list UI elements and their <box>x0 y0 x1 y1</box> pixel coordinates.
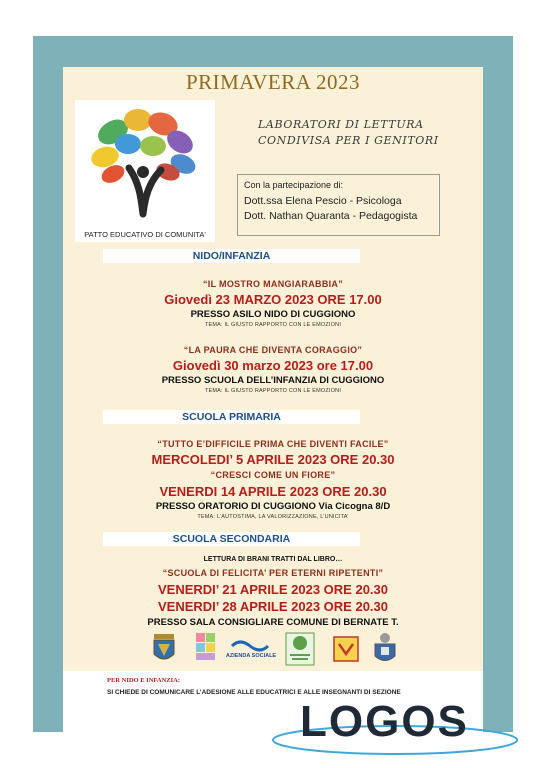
note-text: SI CHIEDE DI COMUNICARE L’ADESIONE ALLE EDUCATRICI E ALLE INSEGNANTI DI SEZIONE <box>107 689 401 696</box>
event-3-title: “TUTTO E’DIFFICILE PRIMA CHE DIVENTI FACILE” <box>157 439 389 449</box>
section-nido: NIDO/INFANZIA <box>103 249 360 263</box>
event-1-place: PRESSO ASILO NIDO DI CUGGIONO <box>190 309 356 320</box>
colorful-squares-logo <box>195 632 217 662</box>
subtitle-line-2: CONDIVISA PER I GENITORI <box>258 134 439 147</box>
event-5-title: “SCUOLA DI FELICITA’ PER ETERNI RIPETENTI” <box>162 568 384 578</box>
patto-educativo-logo <box>75 100 215 242</box>
event-2-title: “LA PAURA CHE DIVENTA CORAGGIO” <box>183 345 363 355</box>
event-5-intro: LETTURA DI BRANI TRATTI DAL LIBRO… <box>203 556 343 563</box>
azienda-sociale-text: AZIENDA SOCIALE <box>225 653 277 659</box>
participant-2: Dott. Nathan Quaranta - Pedagogista <box>244 210 418 222</box>
section-primaria: SCUOLA PRIMARIA <box>103 410 360 424</box>
participant-1: Dott.ssa Elena Pescio - Psicologa <box>244 195 402 207</box>
page-title: PRIMAVERA 2023 <box>185 70 361 94</box>
event-5-place: PRESSO SALA CONSIGLIARE COMUNE DI BERNATE T. <box>147 617 399 628</box>
event-2-place: PRESSO SCUOLA DELL’INFANZIA DI CUGGIONO <box>161 375 385 386</box>
event-4-date: VENERDI 14 APRILE 2023 ORE 20.30 <box>159 484 387 499</box>
event-2-date: Giovedì 30 marzo 2023 ore 17.00 <box>172 358 374 373</box>
coat-of-arms-icon <box>150 632 178 666</box>
crest-yellow-logo <box>333 636 359 662</box>
event-1-date: Giovedì 23 MARZO 2023 ORE 17.00 <box>164 292 382 307</box>
section-secondaria: SCUOLA SECONDARIA <box>103 532 360 546</box>
coat-of-arms-icon <box>372 632 398 666</box>
event-5-date-2: VENERDI’ 28 APRILE 2023 ORE 20.30 <box>157 599 388 614</box>
event-1-title: “IL MOSTRO MANGIARABBIA” <box>202 279 344 289</box>
subtitle-line-1: LABORATORI DI LETTURA <box>258 118 424 131</box>
event-1-theme: TEMA: IL GIUSTO RAPPORTO CON LE EMOZIONI <box>204 322 342 328</box>
participation-box <box>237 174 440 236</box>
event-5-date-1: VENERDI’ 21 APRILE 2023 ORE 20.30 <box>157 582 388 597</box>
event-4-place: PRESSO ORATORIO DI CUGGIONO Via Cicogna 8/D <box>155 501 391 512</box>
hands-tree-icon <box>83 102 207 220</box>
istituto-comprensivo-logo <box>285 632 315 666</box>
event-4-theme: TEMA: L’AUTOSTIMA, LA VALORIZZAZIONE, L’UNICITA’ <box>197 514 349 520</box>
note-heading: PER NIDO E INFANZIA: <box>107 677 181 684</box>
event-4-title: “CRESCI COME UN FIORE” <box>210 470 336 480</box>
logo-caption: PATTO EDUCATIVO DI COMUNITA' <box>84 230 206 239</box>
logos-watermark: LOGOS <box>300 697 469 746</box>
participation-intro: Con la partecipazione di: <box>244 180 344 190</box>
azienda-sociale-logo <box>225 638 277 660</box>
partner-logos <box>150 632 405 666</box>
event-2-theme: TEMA: IL GIUSTO RAPPORTO CON LE EMOZIONI <box>204 388 342 394</box>
event-3-date: MERCOLEDI’ 5 APRILE 2023 ORE 20.30 <box>151 452 395 467</box>
subtitle <box>258 117 439 149</box>
